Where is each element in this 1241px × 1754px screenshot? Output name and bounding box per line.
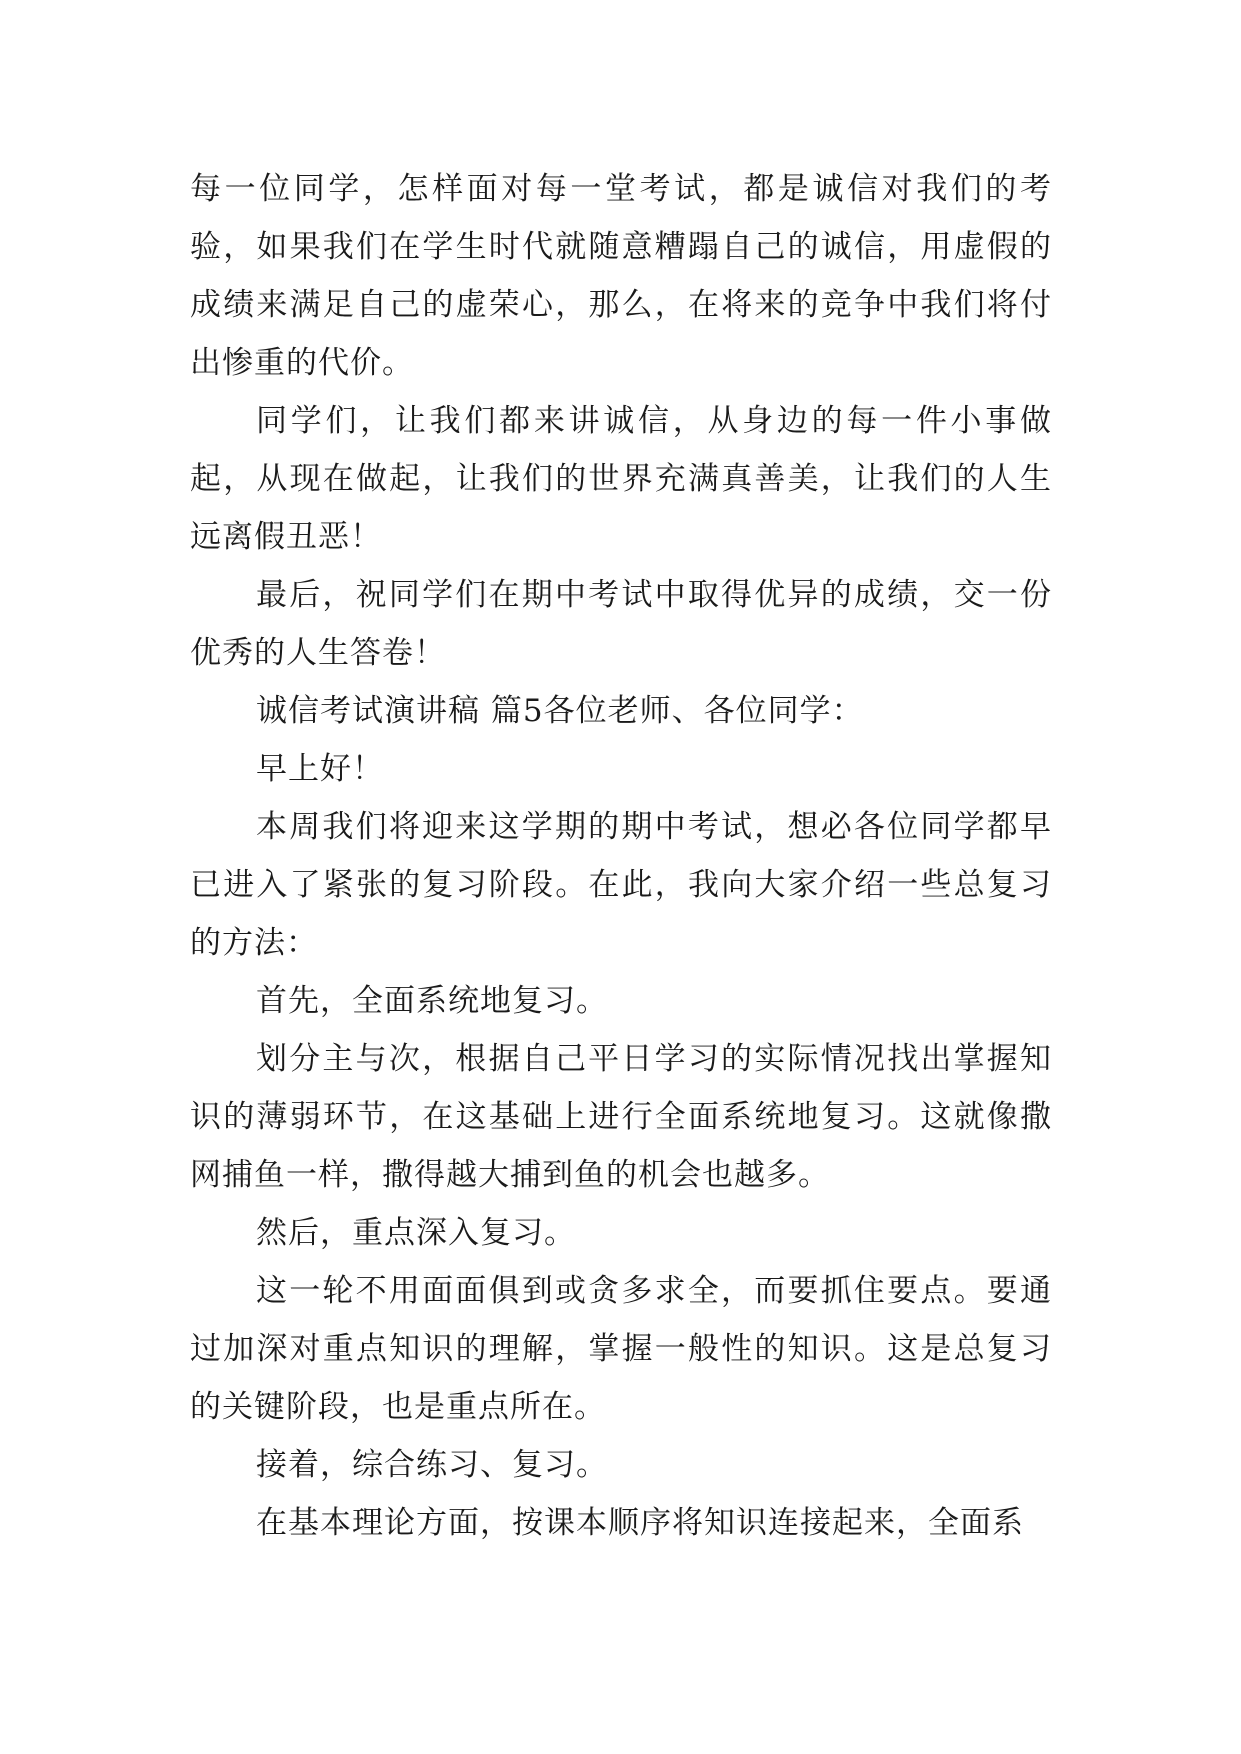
paragraph: 本周我们将迎来这学期的期中考试，想必各位同学都早已进入了紧张的复习阶段。在此，我向大家介绍一些总复习的方法：: [190, 809, 1052, 961]
paragraph: 首先，全面系统地复习。: [256, 983, 608, 1019]
paragraph: 划分主与次，根据自己平日学习的实际情况找出掌握知识的薄弱环节，在这基础上进行全面系统地复习。这就像撒网捕鱼一样，撒得越大捕到鱼的机会也越多。: [190, 1041, 1052, 1193]
paragraph: 最后，祝同学们在期中考试中取得优异的成绩，交一份优秀的人生答卷！: [190, 577, 1052, 671]
paragraph: 在基本理论方面，按课本顺序将知识连接起来，全面系: [256, 1505, 1024, 1541]
document-body: [190, 160, 1052, 1552]
paragraph: 然后，重点深入复习。: [256, 1215, 576, 1251]
paragraph: 同学们，让我们都来讲诚信，从身边的每一件小事做起，从现在做起，让我们的世界充满真善美，让我们的人生远离假丑恶！: [190, 403, 1052, 555]
greeting: 早上好！: [256, 751, 384, 787]
section-heading: 诚信考试演讲稿 篇5各位老师、各位同学：: [256, 693, 864, 729]
paragraph: 每一位同学，怎样面对每一堂考试，都是诚信对我们的考验，如果我们在学生时代就随意糟蹋自己的诚信，用虚假的成绩来满足自己的虚荣心，那么，在将来的竞争中我们将付出惨重的代价。: [190, 171, 1052, 381]
paragraph: 接着，综合练习、复习。: [256, 1447, 608, 1483]
paragraph: 这一轮不用面面俱到或贪多求全，而要抓住要点。要通过加深对重点知识的理解，掌握一般性的知识。这是总复习的关键阶段，也是重点所在。: [190, 1273, 1052, 1425]
